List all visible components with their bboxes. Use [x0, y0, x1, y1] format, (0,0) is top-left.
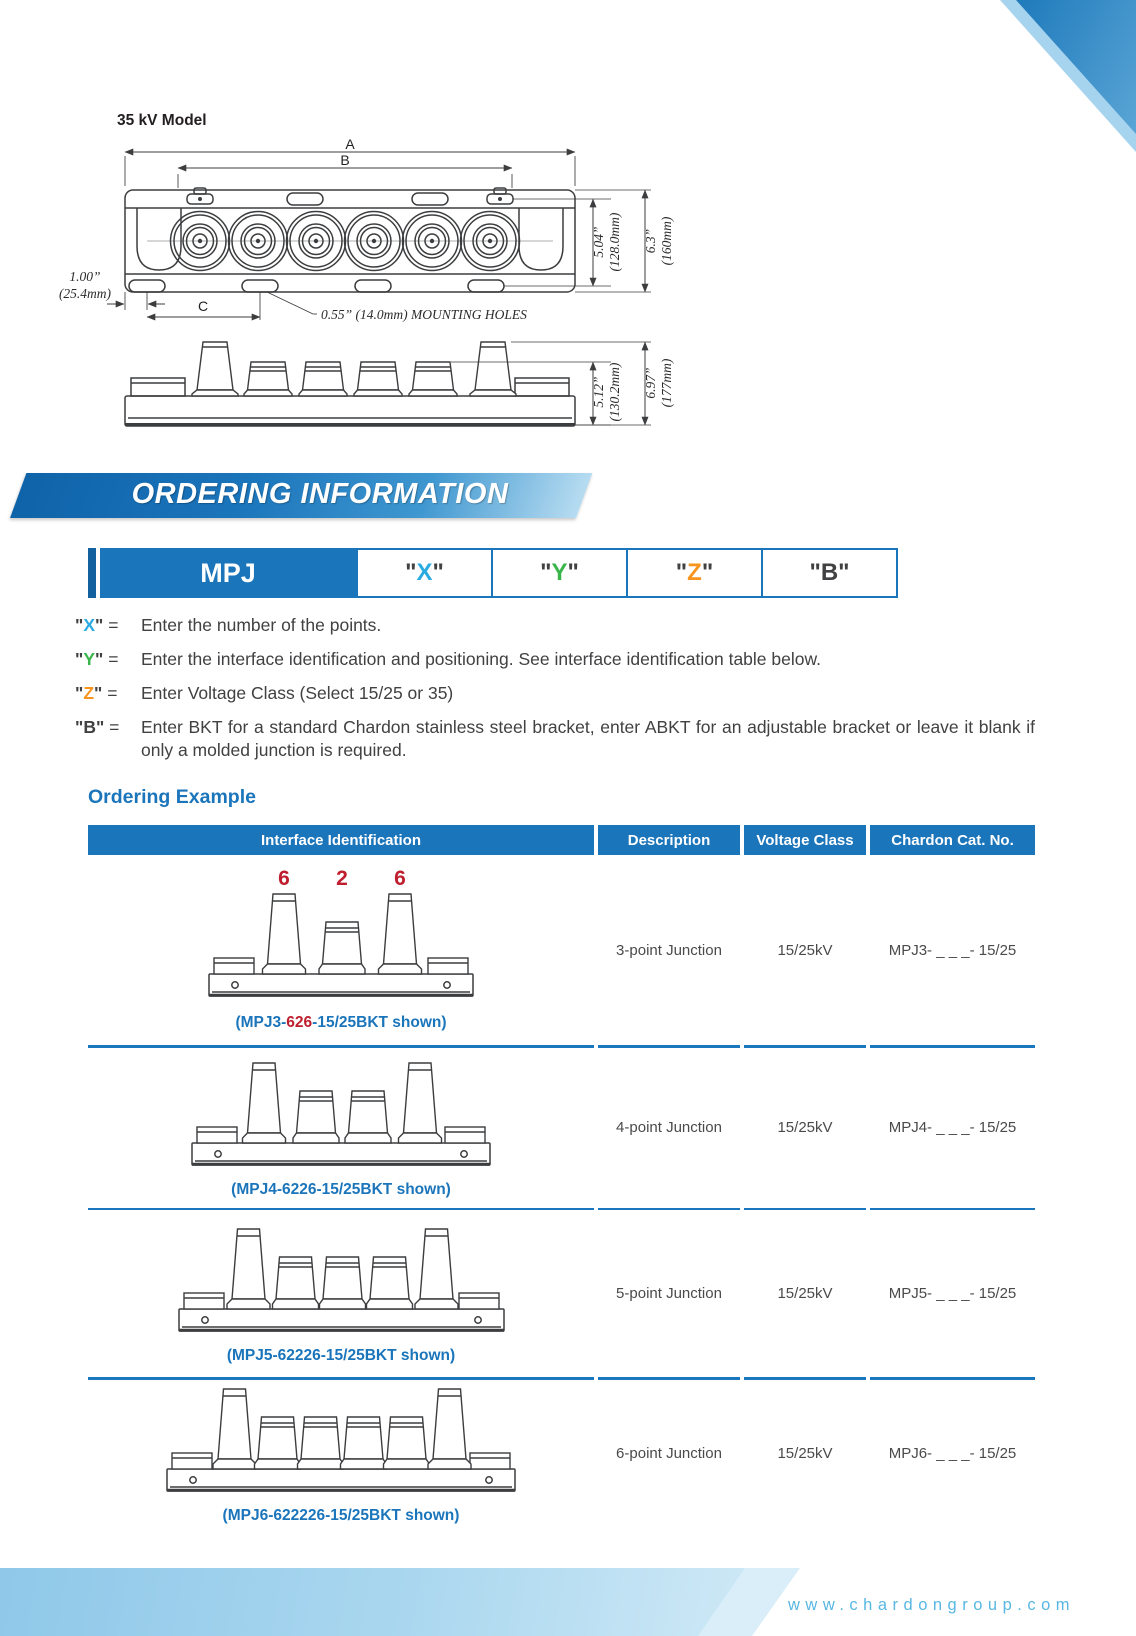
junction-drawing-4-point [178, 1057, 504, 1176]
col-chardon-cat-no: Chardon Cat. No. [870, 825, 1035, 855]
table-row [88, 855, 1035, 1045]
col-voltage-class: Voltage Class [744, 825, 866, 855]
dim-5-04-in: 5.04” [591, 226, 606, 258]
dim-130-mm: (130.2mm) [607, 362, 622, 422]
ordering-code-table [88, 548, 898, 598]
dim-label-c: C [197, 298, 209, 314]
row-separator [88, 1377, 1035, 1380]
legend-text-y: Enter the interface identification and positioning. See interface identification table below. [141, 649, 822, 669]
legend-line-z: "Z" = Enter Voltage Class (Select 15/25 or 35) [75, 682, 1035, 705]
dim-6-97-in: 6.97” [643, 367, 658, 399]
dim-5-12-in: 5.12” [591, 376, 606, 408]
code-cell-y: " Y " [491, 550, 626, 596]
junction-figure [88, 1383, 594, 1525]
dim-128-mm: (128.0mm) [607, 212, 622, 272]
code-table-left-sliver [88, 548, 96, 598]
table-row [88, 1210, 1035, 1377]
junction-drawing-5-point [165, 1223, 518, 1342]
example-table-header [88, 825, 1035, 855]
dim-label-b: B [340, 152, 350, 168]
legend-line-b: "B" = Enter BKT for a standard Chardon stainless steel bracket, enter ABKT for an adjustable bracket or leave it blank if only a molded junction is required. [75, 717, 1035, 760]
model-title: 35 kV Model [117, 112, 207, 129]
description-cell: 4-point Junction [616, 1119, 722, 1136]
junction-drawing-3-point [195, 868, 487, 1009]
cat-no-cell: MPJ4- _ _ _- 15/25 [888, 1119, 1017, 1136]
left-dim-mm: (25.4mm) [58, 286, 112, 301]
junction-figure [88, 1223, 594, 1365]
code-legend [75, 614, 1035, 773]
junction-caption: (MPJ4-6226-15/25BKT shown) [231, 1180, 451, 1198]
svg-text:6: 6 [394, 868, 406, 890]
svg-text:6: 6 [278, 868, 290, 890]
junction-caption: (MPJ3-626-15/25BKT shown) [235, 1014, 447, 1031]
junction-caption: (MPJ5-62226-15/25BKT shown) [226, 1346, 456, 1364]
junction-caption: (MPJ6-622226-15/25BKT shown) [222, 1506, 460, 1524]
cat-no-cell: MPJ5- _ _ _- 15/25 [888, 1285, 1017, 1302]
junction-figure [88, 1057, 594, 1199]
side-view-shapes [125, 342, 651, 426]
cat-no-cell: MPJ6- _ _ _- 15/25 [888, 1445, 1017, 1462]
voltage-cell: 15/25kV [777, 941, 833, 959]
legend-line-y: "Y" = Enter the interface identification and positioning. See interface identification table below. [75, 648, 1035, 671]
top-view-shapes [107, 152, 651, 320]
svg-text:2: 2 [336, 868, 348, 890]
voltage-cell: 15/25kV [777, 1445, 833, 1462]
dim-160-mm: (160mm) [659, 216, 674, 266]
legend-text-z: Enter Voltage Class (Select 15/25 or 35) [141, 683, 454, 703]
row-separator [88, 1045, 1035, 1048]
footer-url-link[interactable]: www.chardongroup.com [788, 1596, 1076, 1614]
legend-text-b: Enter BKT for a standard Chardon stainless steel bracket, enter ABKT for an adjustable bracket or leave it blank if only a molded junction is required. [141, 717, 1035, 760]
code-letter-cells [356, 548, 898, 598]
table-row [88, 1048, 1035, 1208]
ordering-example-table [88, 825, 1035, 1528]
code-cell-z: " Z " [626, 550, 761, 596]
mounting-holes-note: 0.55” (14.0mm) MOUNTING HOLES [321, 307, 527, 322]
dim-6-3-in: 6.3” [643, 228, 658, 254]
code-cell-x: " X " [405, 559, 444, 586]
left-dim-inches: 1.00” [69, 269, 101, 284]
cat-no-cell: MPJ3- _ _ _- 15/25 [888, 941, 1017, 959]
junction-drawing-6-point [153, 1383, 529, 1502]
junction-figure [88, 868, 594, 1032]
table-row [88, 1380, 1035, 1528]
ordering-information-title: ORDERING INFORMATION [131, 478, 509, 510]
code-base-cell: MPJ [100, 548, 356, 598]
code-cell-b: " B " [761, 550, 896, 596]
description-cell: 5-point Junction [616, 1285, 722, 1302]
col-interface-identification: Interface Identification [88, 825, 594, 855]
row-separator [88, 1208, 1035, 1211]
voltage-cell: 15/25kV [777, 1119, 833, 1136]
legend-text-x: Enter the number of the points. [141, 615, 382, 635]
technical-drawing [55, 128, 715, 458]
description-cell: 6-point Junction [616, 1445, 722, 1462]
ordering-example-heading: Ordering Example [88, 786, 256, 808]
dim-label-a: A [345, 136, 355, 152]
dim-177-mm: (177mm) [659, 358, 674, 408]
voltage-cell: 15/25kV [777, 1285, 833, 1302]
col-description: Description [598, 825, 740, 855]
footer-band [0, 1568, 745, 1636]
description-cell: 3-point Junction [616, 941, 722, 959]
legend-line-x: "X" = Enter the number of the points. [75, 614, 1035, 637]
